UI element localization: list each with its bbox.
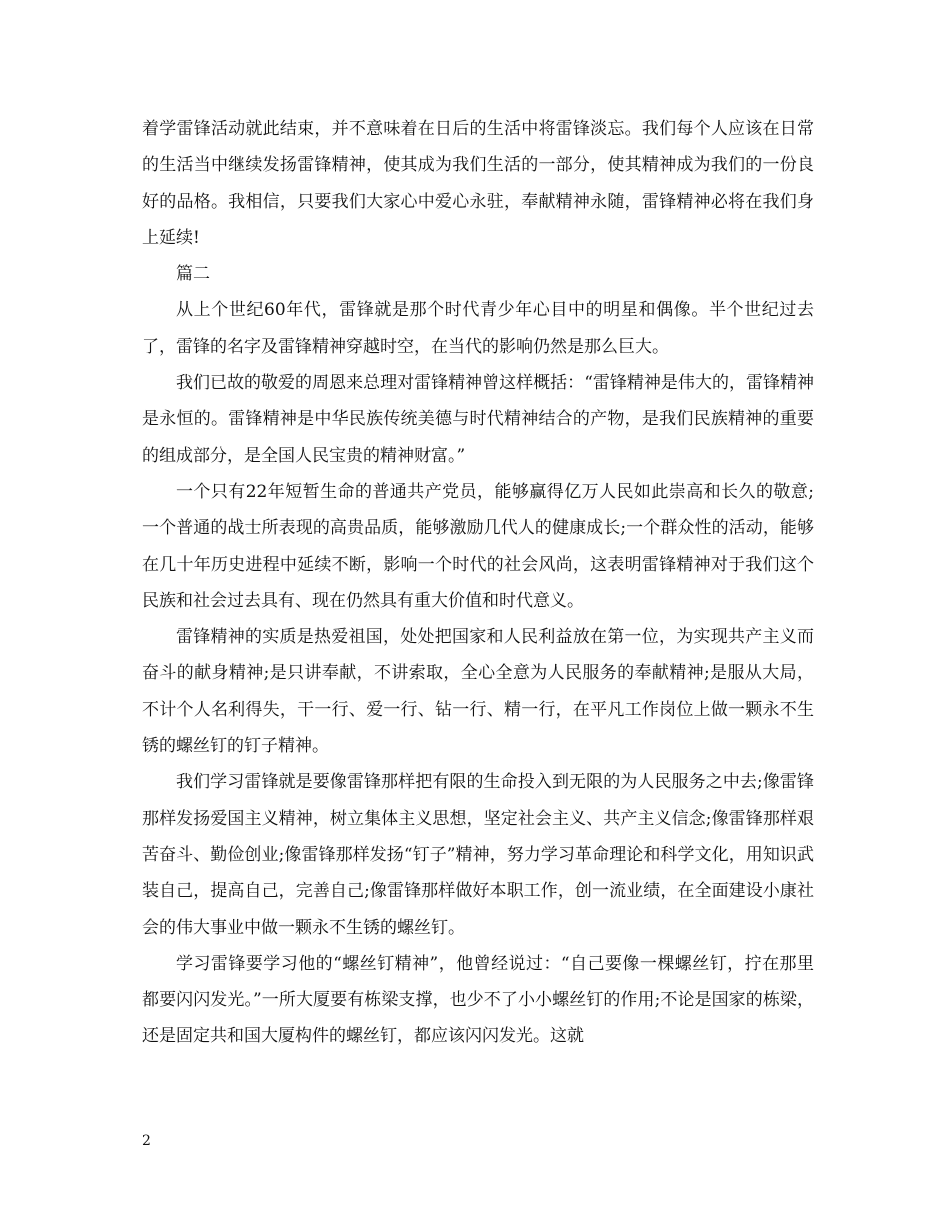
paragraph: 雷锋精神的实质是热爱祖国，处处把国家和人民利益放在第一位，为实现共产主义而奋斗的献身精神;是只讲奉献，不讲索取，全心全意为人民服务的奉献精神;是服从大局，不计个人名利得失，干一行、爱一行、钻一行、精一行，在平凡工作岗位上做一颗永不生锈的螺丝钉的钉子精神。 [142, 627, 814, 757]
paragraph: 我们学习雷锋就是要像雷锋那样把有限的生命投入到无限的为人民服务之中去;像雷锋那样发扬爱国主义精神，树立集体主义思想，坚定社会主义、共产主义信念;像雷锋那样艰苦奋斗、勤俭创业;像雷锋那样发扬“钉子”精神，努力学习革命理论和科学文化，用知识武装自己，提高自己，完善自己;像雷锋那样做好本职工作，创一流业绩，在全面建设小康社会的伟大事业中做一颗永不生锈的螺丝钉。 [142, 772, 814, 938]
paragraph: 我们已故的敬爱的周恩来总理对雷锋精神曾这样概括：“雷锋精神是伟大的，雷锋精神是永恒的。雷锋精神是中华民族传统美德与时代精神结合的产物，是我们民族精神的重要的组成部分，是全国人民宝贵的精神财富。” [142, 373, 814, 466]
paragraph: 学习雷锋要学习他的“螺丝钉精神”，他曾经说过：“自己要像一棵螺丝钉，拧在那里都要闪闪发光。”一所大厦要有栋梁支撑，也少不了小小螺丝钉的作用;不论是国家的栋梁，还是固定共和国大厦构件的螺丝钉，都应该闪闪发光。这就 [142, 953, 814, 1047]
paragraph: 一个只有22年短暂生命的普通共产党员，能够赢得亿万人民如此崇高和长久的敬意;一个普通的战士所表现的高贵品质，能够激励几代人的健康成长;一个群众性的活动，能够在几十年历史进程中延续不断，影响一个时代的社会风尚，这表明雷锋精神对于我们这个民族和社会过去具有、现在仍然具有重大价值和时代意义。 [142, 481, 814, 611]
document-body [142, 111, 814, 1055]
paragraph-continuation: 着学雷锋活动就此结束，并不意味着在日后的生活中将雷锋淡忘。我们每个人应该在日常的生活当中继续发扬雷锋精神，使其成为我们生活的一部分，使其精神成为我们的一份良好的品格。我相信，只要我们大家心中爱心永驻，奉献精神永随，雷锋精神必将在我们身上延续! [142, 119, 814, 248]
section-heading: 篇二 [176, 264, 210, 285]
paragraph: 从上个世纪60年代，雷锋就是那个时代青少年心目中的明星和偶像。半个世纪过去了，雷锋的名字及雷锋精神穿越时空，在当代的影响仍然是那么巨大。 [142, 300, 814, 357]
page-number: 2 [142, 1133, 151, 1149]
